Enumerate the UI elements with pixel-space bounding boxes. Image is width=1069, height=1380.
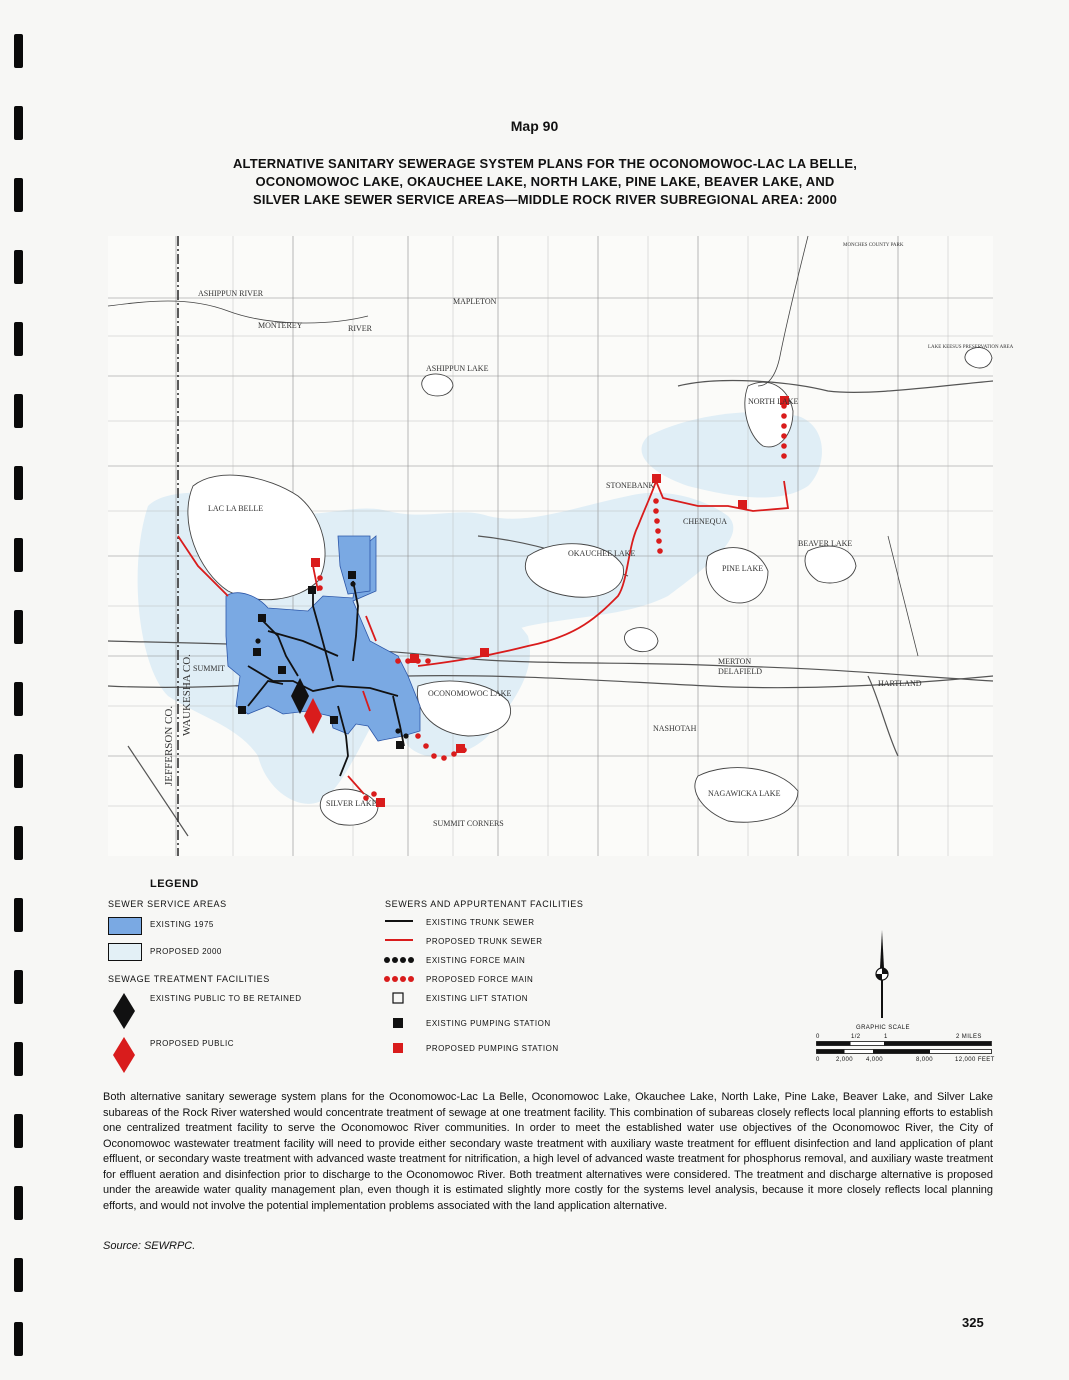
map-place-label: CHENEQUA bbox=[683, 517, 727, 526]
map-place-label: DELAFIELD bbox=[718, 667, 762, 676]
binding-hole bbox=[14, 970, 23, 1004]
scale-feet-label: 0 bbox=[816, 1057, 820, 1063]
existing-area-swatch bbox=[108, 917, 142, 935]
binding-hole bbox=[14, 1258, 23, 1292]
proposed-area-swatch bbox=[108, 943, 142, 961]
map-place-label: OCONOMOWOC LAKE bbox=[428, 689, 512, 698]
scale-bar bbox=[816, 1041, 992, 1055]
legend-title: LEGEND bbox=[150, 878, 199, 890]
map-place-label: PINE LAKE bbox=[722, 564, 764, 573]
title-line: SILVER LAKE SEWER SERVICE AREAS—MIDDLE ROCK RIVER SUBREGIONAL AREA: 2000 bbox=[252, 192, 838, 207]
map-place-label: ASHIPPUN RIVER bbox=[198, 289, 264, 298]
binding-hole bbox=[14, 1322, 23, 1356]
map-place-label: LAKE KEESUS PRESERVATION AREA bbox=[928, 345, 1014, 350]
scale-miles-label: 0 bbox=[816, 1034, 820, 1040]
binding-hole bbox=[14, 178, 23, 212]
binding-hole bbox=[14, 754, 23, 788]
sewer-legend-symbols bbox=[383, 915, 415, 1060]
ashippun-lake-shape bbox=[422, 374, 453, 396]
scale-miles-label: 1 bbox=[884, 1034, 888, 1040]
diamond-proposed-icon bbox=[112, 1037, 136, 1073]
map-place-label: LAC LA BELLE bbox=[208, 504, 264, 513]
legend-proposed-treatment-label: PROPOSED PUBLIC bbox=[150, 1039, 234, 1048]
binding-hole bbox=[14, 610, 23, 644]
legend-lift-station-label: EXISTING LIFT STATION bbox=[426, 994, 529, 1003]
legend-proposed-area-label: PROPOSED 2000 bbox=[150, 947, 222, 956]
legend-sewers-heading: SEWERS AND APPURTENANT FACILITIES bbox=[385, 899, 584, 909]
map-place-label: NASHOTAH bbox=[653, 724, 697, 733]
sewerage-map bbox=[108, 236, 1014, 856]
north-arrow-icon bbox=[872, 930, 892, 1020]
binding-hole bbox=[14, 898, 23, 932]
small-lake-shape bbox=[965, 347, 992, 367]
binding-hole bbox=[14, 1042, 23, 1076]
title-line: ALTERNATIVE SANITARY SEWERAGE SYSTEM PLANS FOR THE OCONOMOWOC-LAC LA BELLE, bbox=[232, 156, 858, 171]
binding-hole bbox=[14, 682, 23, 716]
scale-feet-label: 2,000 bbox=[836, 1057, 854, 1063]
binding-hole bbox=[14, 1114, 23, 1148]
diamond-existing-icon bbox=[112, 993, 136, 1029]
source-note: Source: SEWRPC. bbox=[103, 1240, 196, 1252]
legend-treatment-heading: SEWAGE TREATMENT FACILITIES bbox=[108, 974, 270, 984]
map-place-label: RIVER bbox=[348, 324, 372, 333]
legend-existing-pump-label: EXISTING PUMPING STATION bbox=[426, 1019, 551, 1028]
map-place-label: MONCHES COUNTY PARK bbox=[843, 243, 904, 248]
legend-existing-treatment-label: EXISTING PUBLIC TO BE RETAINED bbox=[150, 994, 302, 1003]
binding-hole bbox=[14, 538, 23, 572]
scale-miles-label: 1/2 bbox=[851, 1034, 861, 1040]
legend-proposed-force-label: PROPOSED FORCE MAIN bbox=[426, 975, 534, 984]
map-place-label: OKAUCHEE LAKE bbox=[568, 549, 636, 558]
scale-miles-label: 2 MILES bbox=[956, 1034, 982, 1040]
scale-feet-label: 12,000 FEET bbox=[955, 1057, 995, 1063]
map-place-label: ASHIPPUN LAKE bbox=[426, 364, 489, 373]
binding-hole bbox=[14, 1186, 23, 1220]
map-place-label: SILVER LAKE bbox=[326, 799, 377, 808]
binding-hole bbox=[14, 250, 23, 284]
legend-existing-trunk-label: EXISTING TRUNK SEWER bbox=[426, 918, 535, 927]
map-place-label: JEFFERSON CO. bbox=[163, 705, 175, 786]
mud-lake-shape bbox=[625, 628, 658, 652]
map-place-label: NORTH LAKE bbox=[748, 397, 799, 406]
legend-sewer-areas-heading: SEWER SERVICE AREAS bbox=[108, 899, 227, 909]
legend-proposed-pump-label: PROPOSED PUMPING STATION bbox=[426, 1044, 559, 1053]
map-place-label: WAUKESHA CO. bbox=[181, 654, 193, 736]
map-place-label: NAGAWICKA LAKE bbox=[708, 789, 781, 798]
legend-proposed-trunk-label: PROPOSED TRUNK SEWER bbox=[426, 937, 543, 946]
map-place-label: STONEBANK bbox=[606, 481, 655, 490]
map-place-label: SUMMIT bbox=[193, 664, 226, 673]
map-title bbox=[150, 155, 940, 209]
map-place-label: MONTEREY bbox=[258, 321, 303, 330]
map-place-label: SUMMIT CORNERS bbox=[433, 819, 504, 828]
scale-title: GRAPHIC SCALE bbox=[856, 1025, 910, 1031]
map-place-label: MERTON bbox=[718, 657, 752, 666]
map-place-label: BEAVER LAKE bbox=[798, 539, 853, 548]
map-place-label: MAPLETON bbox=[453, 297, 497, 306]
map-place-label: HARTLAND bbox=[878, 679, 922, 688]
binding-hole bbox=[14, 322, 23, 356]
body-paragraph: Both alternative sanitary sewerage system plans for the Oconomowoc-Lac La Belle, Oconomowoc Lake, Okauchee Lake, North Lake, Pine Lake, Beaver Lake, and Silver Lake subareas of the Rock River watershed would concentrate treatment of sewage at one treatment facility. This combination of subareas closely reflects local planning efforts to establish one centralized treatment facility to serve the Oconomowoc River communities. In order to meet the established water use objectives of the Oconomowoc River, the City of Oconomowoc wastewater treatment facility will need to provide either secondary waste treatment with auxiliary waste treatment for effluent disinfection and land application of plant effluent, or secondary waste treatment with advanced waste treatment for nitrification, a high level of advanced waste treatment for phosphorus removal, and auxiliary waste treatment for effluent aeration and disinfection prior to discharge to the Oconomowoc River. Both treatment alternatives were considered. The treatment and discharge alternative is proposed under the areawide water quality management plan, even though it is estimated slightly more costly for the systems level analysis, because it more closely reflects local planning efforts, and would not involve the potential implementation problems associated with the land application alternative. bbox=[103, 1091, 993, 1212]
title-line: OCONOMOWOC LAKE, OKAUCHEE LAKE, NORTH LAKE, PINE LAKE, BEAVER LAKE, AND bbox=[255, 174, 835, 189]
legend-existing-force-label: EXISTING FORCE MAIN bbox=[426, 956, 526, 965]
binding-hole bbox=[14, 826, 23, 860]
beaver-lake-shape bbox=[805, 546, 856, 583]
map-label: Map 90 bbox=[510, 118, 559, 134]
binding-hole bbox=[14, 394, 23, 428]
binding-hole bbox=[14, 466, 23, 500]
scale-feet-label: 4,000 bbox=[866, 1057, 884, 1063]
page-number: 325 bbox=[962, 1315, 984, 1330]
binding-hole bbox=[14, 34, 23, 68]
scale-feet-label: 8,000 bbox=[916, 1057, 934, 1063]
legend-existing-area-label: EXISTING 1975 bbox=[150, 920, 214, 929]
